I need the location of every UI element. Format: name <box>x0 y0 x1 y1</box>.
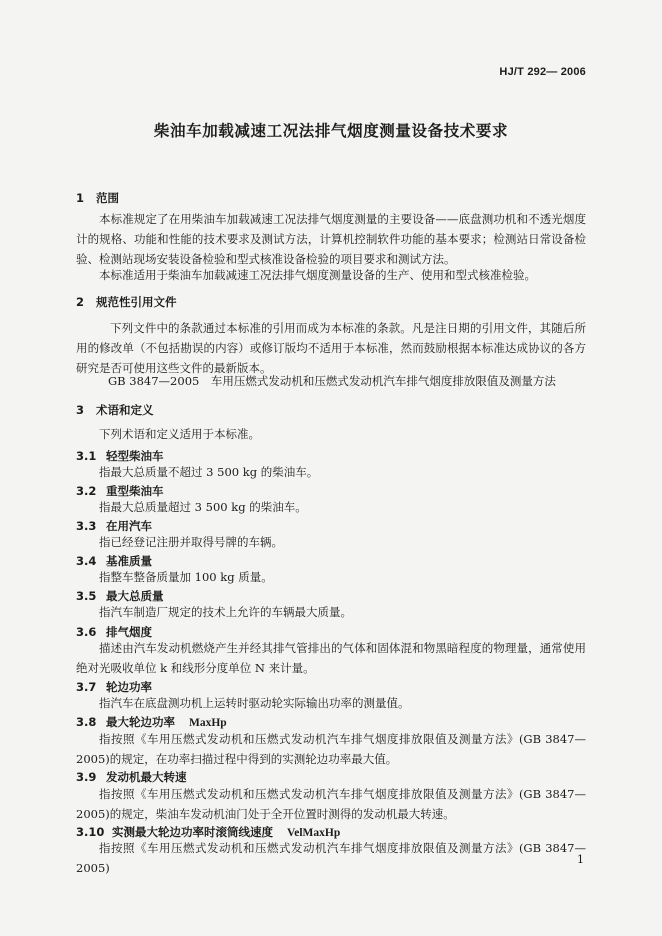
term-symbol: MaxHp <box>189 717 227 729</box>
section-heading-references <box>76 294 177 310</box>
standard-code-header: HJ/T 292— 2006 <box>499 66 586 78</box>
section-title: 术语和定义 <box>96 403 154 417</box>
term-number: 3.3 <box>76 519 97 533</box>
term-definition: 指整车整备质量加 100 kg 质量。 <box>99 570 273 584</box>
term-name: 发动机最大转速 <box>106 770 187 784</box>
term-definition: 指按照《车用压燃式发动机和压燃式发动机汽车排气烟度排放限值及测量方法》(GB 3847—2005) <box>76 841 586 875</box>
term-name: 轻型柴油车 <box>106 449 164 463</box>
scope-paragraph-1: 本标准规定了在用柴油车加载减速工况法排气烟度测量的主要设备——底盘测功机和不透光烟度计的规格、功能和性能的技术要求及测试方法，计算机控制软件功能的基本要求；检测站日常设备检验、检测站现场安装设备检验和型式核准设备检验的项目要求和测试方法。 <box>76 212 586 266</box>
term-number: 3.6 <box>76 625 97 639</box>
section-title: 规范性引用文件 <box>96 295 177 309</box>
reference-gb3847: GB 3847—2005 车用压燃式发动机和压燃式发动机汽车排气烟度排放限值及测量方法 <box>108 374 556 388</box>
section-heading-terms <box>76 402 154 418</box>
term-heading <box>76 714 227 730</box>
section-title: 范围 <box>96 191 119 205</box>
page-number: 1 <box>577 853 584 866</box>
term-number: 3.1 <box>76 449 97 463</box>
term-heading <box>76 769 187 785</box>
term-definition: 指已经登记注册并取得号牌的车辆。 <box>99 535 283 549</box>
term-number: 3.8 <box>76 715 97 729</box>
term-definition: 指按照《车用压燃式发动机和压燃式发动机汽车排气烟度排放限值及测量方法》(GB 3847—2005)的规定，柴油车发动机油门处于全开位置时测得的发动机最大转速。 <box>76 787 586 821</box>
term-number: 3.4 <box>76 554 97 568</box>
term-number: 3.7 <box>76 680 97 694</box>
section-heading-scope <box>76 190 119 206</box>
term-name: 最大总质量 <box>106 589 164 603</box>
term-number: 3.2 <box>76 484 97 498</box>
section-number: 1 <box>76 191 85 205</box>
page-title: 柴油车加载减速工况法排气烟度测量设备技术要求 <box>153 122 509 140</box>
term-name: 最大轮边功率 <box>106 715 175 729</box>
term-name: 在用汽车 <box>106 519 152 533</box>
term-definition: 描述由汽车发动机燃烧产生并经其排气管排出的气体和固体混和物黑暗程度的物理量，通常使用绝对光吸收单位 k 和线形分度单位 N 来计量。 <box>76 641 586 675</box>
term-name: 轮边功率 <box>106 680 152 694</box>
term-number: 3.9 <box>76 770 97 784</box>
term-symbol: VelMaxHp <box>287 827 341 839</box>
term-definition: 指按照《车用压燃式发动机和压燃式发动机汽车排气烟度排放限值及测量方法》(GB 3847—2005)的规定，在功率扫描过程中得到的实测轮边功率最大值。 <box>76 732 586 766</box>
term-number: 3.5 <box>76 589 97 603</box>
term-definition: 指汽车制造厂规定的技术上允许的车辆最大质量。 <box>99 605 352 619</box>
term-name: 实测最大轮边功率时滚筒线速度 <box>112 825 273 839</box>
scope-paragraph-2: 本标准适用于柴油车加载减速工况法排气烟度测量设备的生产、使用和型式核准检验。 <box>99 268 536 282</box>
term-definition: 指汽车在底盘测功机上运转时驱动轮实际输出功率的测量值。 <box>99 696 410 710</box>
terms-intro: 下列术语和定义适用于本标准。 <box>99 427 260 441</box>
term-name: 重型柴油车 <box>106 484 164 498</box>
term-number: 3.10 <box>76 825 105 839</box>
references-paragraph: 下列文件中的条款通过本标准的引用而成为本标准的条款。凡是注日期的引用文件，其随后所用的修改单（不包括勘误的内容）或修订版均不适用于本标准，然而鼓励根据本标准达成协议的各方研究是否可使用这些文件的最新版本。 <box>76 321 586 375</box>
section-number: 3 <box>76 403 85 417</box>
term-name: 基准质量 <box>106 554 152 568</box>
term-definition: 指最大总质量不超过 3 500 kg 的柴油车。 <box>99 465 319 479</box>
term-name: 排气烟度 <box>106 625 152 639</box>
section-number: 2 <box>76 295 85 309</box>
term-definition: 指最大总质量超过 3 500 kg 的柴油车。 <box>99 500 307 514</box>
